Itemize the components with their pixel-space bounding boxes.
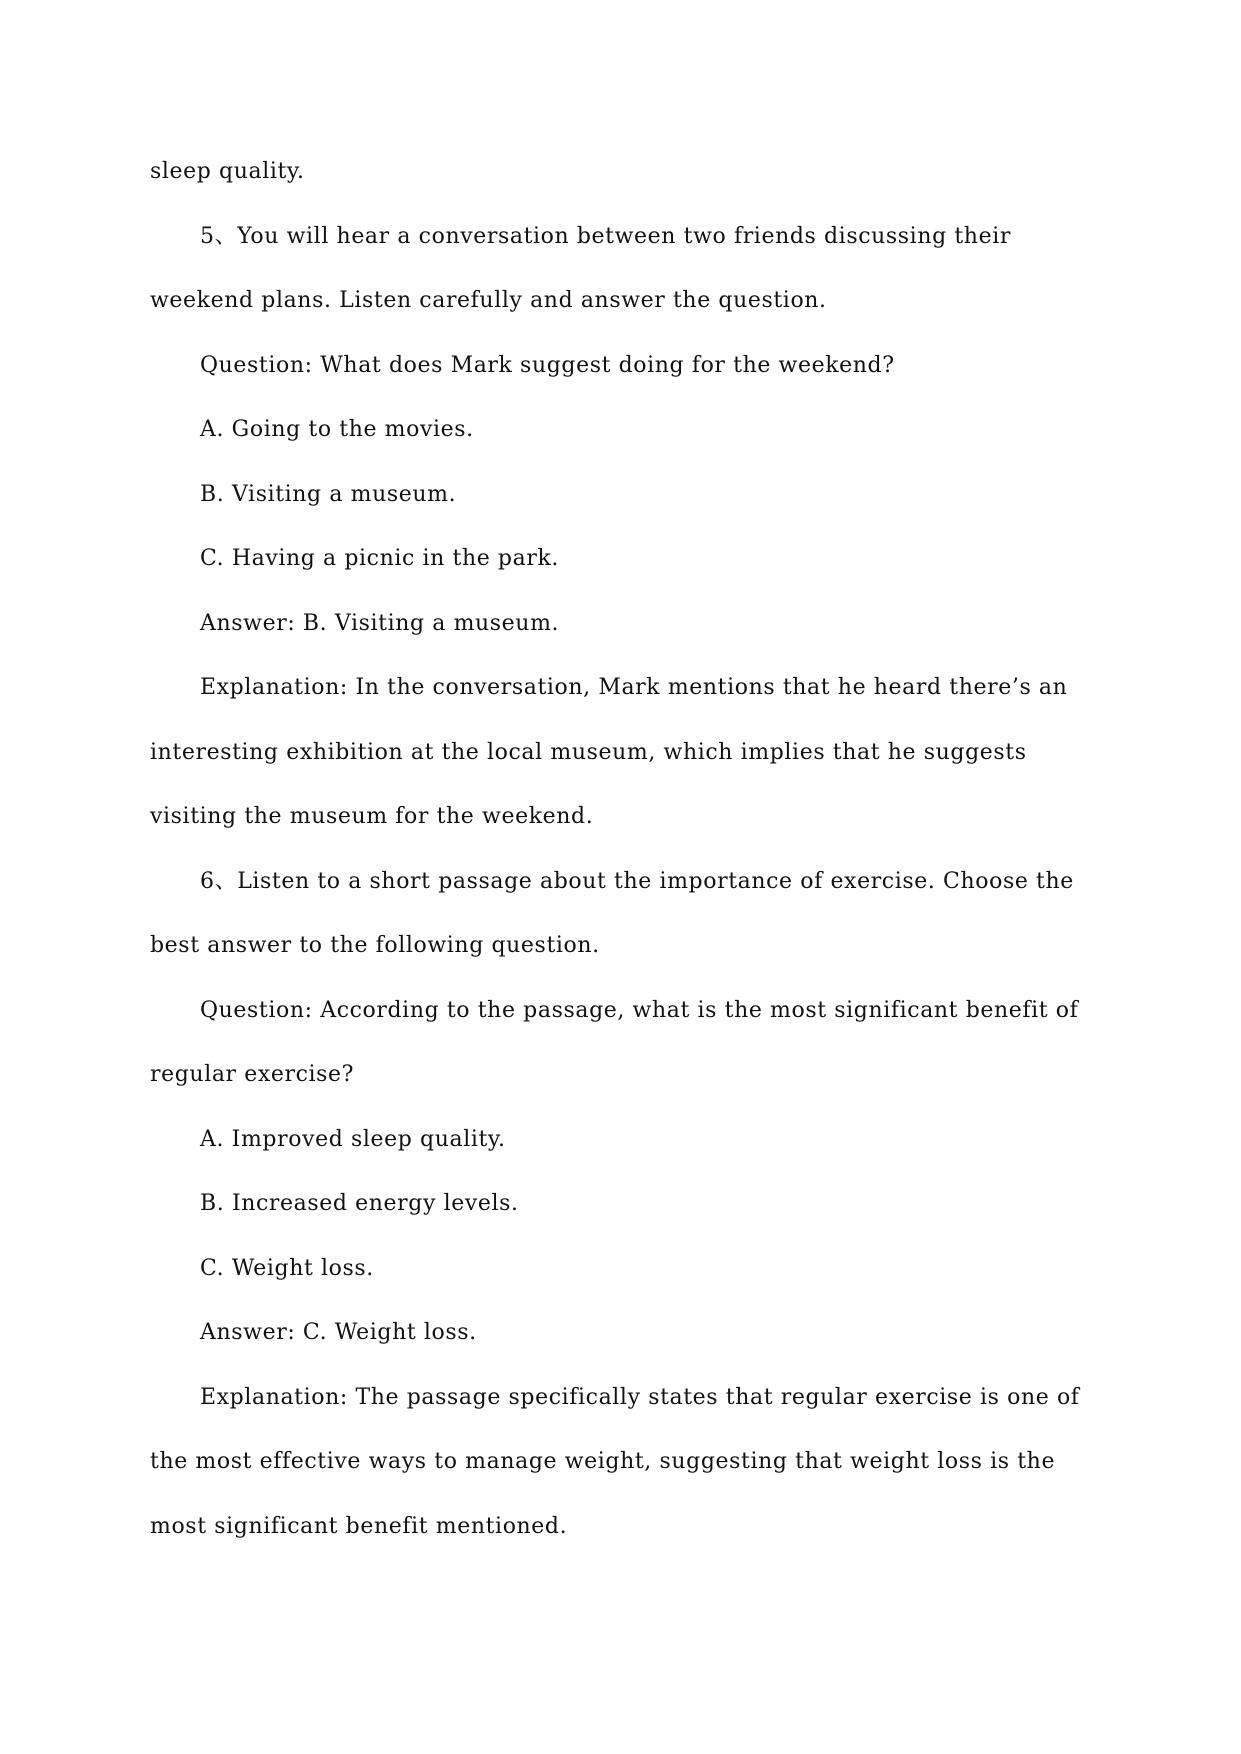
question-5-option-c: C. Having a picnic in the park. [200, 546, 559, 571]
question-5-answer: Answer: B. Visiting a museum. [200, 610, 560, 636]
question-5-option-b: B. Visiting a museum. [200, 481, 457, 507]
question-6-intro: 6、Listen to a short passage about the importance of exercise. Choose the best answer to the following question. [150, 868, 1074, 958]
question-6-option-c: C. Weight loss. [200, 1255, 374, 1281]
question-6-option-a: A. Improved sleep quality. [200, 1126, 506, 1152]
paragraph-sleep-quality: sleep quality. [150, 159, 305, 184]
question-6-explanation: Explanation: The passage specifically states that regular exercise is one of the most effective ways to manage weight, suggesting that weight loss is the most significant benefit mentioned. [150, 1384, 1080, 1539]
question-5-intro: 5、You will hear a conversation between two friends discussing their weekend plans. Listen carefully and answer the question. [150, 223, 1011, 313]
question-6-option-b: B. Increased energy levels. [200, 1191, 519, 1216]
question-6-answer: Answer: C. Weight loss. [200, 1320, 477, 1345]
question-5-explanation: Explanation: In the conversation, Mark mentions that he heard there’s an interesting exhibition at the local museum, which implies that he suggests visiting the museum for the weekend. [150, 675, 1068, 829]
document-body [150, 140, 1090, 1559]
question-6-prompt: Question: According to the passage, what is the most significant benefit of regular exercise? [150, 997, 1079, 1087]
question-5-prompt: Question: What does Mark suggest doing for the weekend? [200, 352, 895, 378]
question-5-option-a: A. Going to the movies. [200, 417, 474, 442]
